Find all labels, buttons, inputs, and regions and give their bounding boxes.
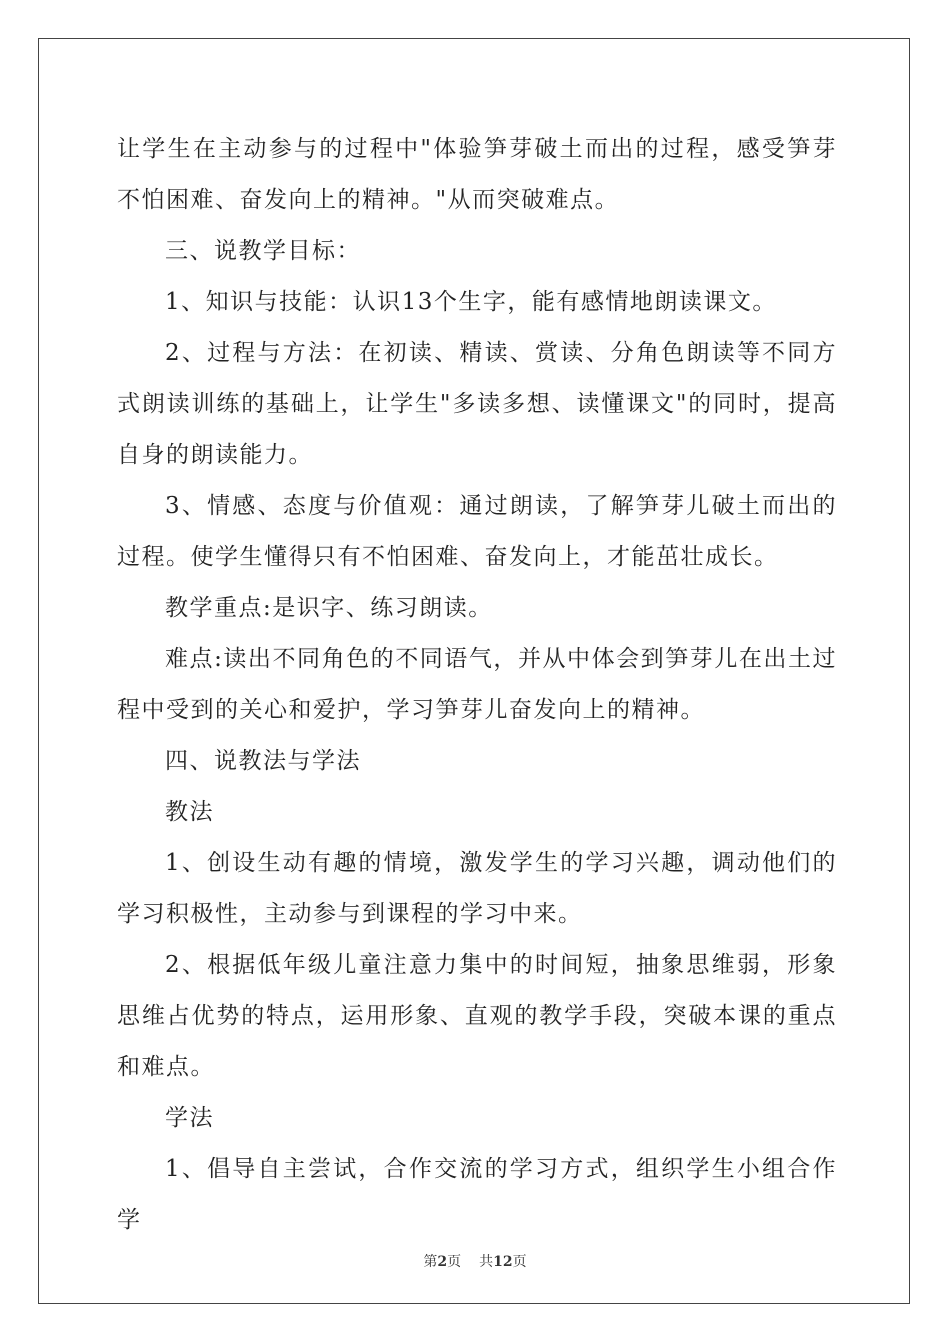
paragraph-method-2: 2、根据低年级儿童注意力集中的时间短，抽象思维弱，形象思维占优势的特点，运用形象、直观的教学手段，突破本课的重点和难点。 [117,952,837,1080]
page-suffix: 页 [447,1254,462,1270]
total-suffix: 页 [512,1254,527,1270]
page-footer [0,1251,950,1271]
paragraph-difficulties: 难点:读出不同角色的不同语气，并从中体会到笋芽儿在出土过程中受到的关心和爱护，学习笋芽儿奋发向上的精神。 [117,646,837,723]
heading-teaching-goals: 三、说教学目标： [165,238,361,264]
document-body [117,124,837,1246]
paragraph-goal-3: 3、情感、态度与价值观：通过朗读，了解笋芽儿破土而出的过程。使学生懂得只有不怕困难、奋发向上，才能茁壮成长。 [117,493,837,570]
paragraph-method-1: 1、创设生动有趣的情境，激发学生的学习兴趣，调动他们的学习积极性，主动参与到课程的学习中来。 [117,850,837,927]
paragraph-learning-1: 1、倡导自主尝试，合作交流的学习方式，组织学生小组合作学 [117,1156,837,1233]
paragraph-key-points: 教学重点:是识字、练习朗读。 [165,595,493,621]
total-pages: 12 [493,1254,513,1270]
total-prefix: 共 [479,1254,494,1270]
paragraph-goal-2: 2、过程与方法：在初读、精读、赏读、分角色朗读等不同方式朗读训练的基础上，让学生"多读多想、读懂课文"的同时，提高自身的朗读能力。 [117,340,837,468]
heading-methods: 四、说教法与学法 [165,748,361,774]
paragraph-1: 让学生在主动参与的过程中"体验笋芽破土而出的过程，感受笋芽不怕困难、奋发向上的精神。"从而突破难点。 [117,136,837,213]
page-number: 2 [437,1254,448,1270]
subheading-learning-method: 学法 [165,1105,214,1131]
paragraph-goal-1: 1、知识与技能：认识13个生字，能有感情地朗读课文。 [165,289,777,315]
page-prefix: 第 [423,1254,438,1270]
subheading-teaching-method: 教法 [165,799,214,825]
